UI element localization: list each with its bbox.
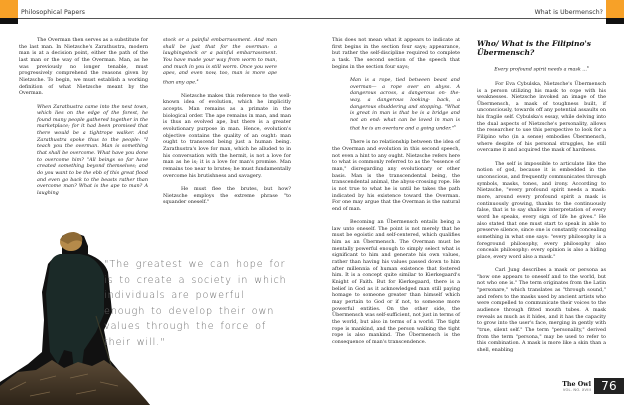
left-page-column-1 [19,37,148,203]
paragraph: For Eva Cybulska, Nietzsche's Übermensch is a person utilizing his mask to cope with his weaknesses. Nietzsche invoked an image of the Übermensch, a mask of toughness built, if unconsciously, towards off any potential assaults on his fragile self. Cybulska's essay, while delving into the dual aspects of Nietzsche's personality, allows the researcher to use this perspective to look for a Filipino who (in a sense) embodies Übermensch, where despite of his personal struggles, he still overcame it and acquired the mask of hardness. [477,80,606,154]
paragraph: Nietzsche makes this reference to the well-known idea of evolution, which he implicitly accepts. Man remains as a primate in the biological order. The ape remains in man, and man is thus an evolved ape, but there is a greater evolutionary purpose in man. Hence, evolution's objective contains the quality of an ought: man ought to transcend being just a human being. Zarathustra's love for man, which he alluded to in his conversation with the hermit, is not a love for man as he is; it is a love for man's promise. Man remains too near to brutes; he must fundamentally overcome his brutishness and savagery. [163,92,291,179]
right-tab-base [606,18,624,24]
paragraph: Becoming an Übermensch entails being a law unto oneself. The point is not merely that he must be egoistic and self-centered, which qualifies him as an Übermensch. The Overman must be mentally powerful enough to simply select what is significant to him and generate his own values, rather than having his values passed down to him after millennia of human existence that fostered him. It is a concept quite similar to Kierkegaard's Knight of Faith. But for Kierkegaard, there is a belief in God as it acknowledged man still paying homage to someone greater than himself which may pertain to God or if not, to someone more powerful entities. On the other side, the Übermensch was self-sufficient, not just in terms of the world, but also in terms of a world. The tight rope is mankind, and the person walking the tight rope is also mankind. The Übermensch is the consequence of man's transcendence. [332,219,460,345]
paragraph: The self is impossible to articulate like the notion of god, because it is embedded in the unconscious, and frequently communicates through symbols, masks, tones, and irony. According to Nietzsche, "every profound spirit needs a mask: more, around every profound spirit a mask is continuously growing, thanks to the continuously false, that is to say shallow interpretation of every word he speaks, every sign of life he gives." He also stated that one must start to speak in able to preserve silence, since one is constantly concealing something in what one says: "every philosophy is a foreground philosophy, every philosophy also conceals philosophy: every opinion is also a hiding place, every word also a mask." [477,160,606,260]
footnote-ref: 4 [196,77,199,82]
quote-text: Man is a rope, tied between beast and overman— a rope over an abyss. A dangerous across, a dangerous on- the- way, a dangerous looking- back, a dangerous shuddering and stopping. "What is great in man is that he is a bridge and not an end: what can be loved in man is that he is an overture and a going under." [350,76,460,133]
paragraph: The Overman then serves as a substitute for the last man. In Nietzsche's Zarathustra, modern man is at a decision point, either the path of the last man or the way of the Overman. Man, as he was previously no longer tenable, must progressively comprehend the reasons given by Nietzsche. To begin, we must establish a working definition of what Nietzsche meant by the Overman. [19,37,148,97]
right-header-rule [312,18,606,19]
left-header-rule [18,18,312,19]
block-quote: When Zarathustra came into the next town, which lies on the edge of the forest, he found many people gathered together in the marketplace; for it had been promised that there would be a tightrope walker. And Zarathustra spoke thus to the people: "I teach you the overman. Man is something that shall be overcome. What have you done to overcome him? "All beings so far have created something beyond themselves; and do you want to be the ebb of this great flood and even go back to the beasts rather than overcome man? What is the ape to man? A laughing [37,103,148,197]
left-page-column-2 [163,37,291,213]
footnote-ref: 5 [453,124,456,129]
left-tab-base [0,18,18,24]
rock-cliff [0,360,150,405]
publication-title: The Owl [562,381,591,388]
right-running-head: What is Ubermensch? [534,9,603,16]
paragraph: This does not mean what it appears to indicate at first begins in the section four says; appearance, but rather the self-discipline required to complete a task. The second section of the speech that begins in the section four says; [332,37,460,70]
quote-text: stock or a painful embarrassment. And man shall be just that for the overman: a laughingstock or a painful embarrassment. You have made your way from worm to man, and much in you is still worm. Once you were apes, and even now, too, man is more ape than any ape. [163,37,277,86]
paragraph: There is no relationship between the idea of the Overman and evolution in this second speech, not even a hint to any ought. Nietzsche refers here to what is commonly referred to as the "essence of man," disregarding any evolutionary or other basis. Man is the transcendental being, the transcendental animal, the abyss-crossing rope. He is not true to what he is until he takes the path indicated by his existence toward the Overman. For one may argue that the Overman is the natural end of man. [332,139,460,212]
left-running-head: Philosophical Papers [21,9,86,16]
section-heading: Who/ What is the Filipino's Übermensch? [477,39,591,57]
page-number: 76 [594,378,624,394]
pull-quote: "The greatest we can hope for is to create a society in which individuals are powerful enough to develop their own values through the force of their will." [104,259,287,348]
paragraph: He must flee the brutes, but how? Nietzsche employs the extreme phrase "to squander oneself." [163,185,291,206]
block-quote-continued [163,37,291,86]
publication-brand [553,381,591,392]
block-quote [332,77,460,133]
publication-volume: VOL. NO. XVIII [562,388,591,392]
epigraph-text: Every profound spirit needs a mask ... [494,67,587,73]
right-page-column-1 [332,37,460,352]
footnote-ref: 6 [586,65,589,69]
right-page-column-2 [477,37,606,360]
epigraph [477,64,606,74]
paragraph: Carl Jung describes a mask or persona as "how one appears to oneself and to the world, but not who one is." The term originates from the Latin "personare," which translates as "through sound," and refers to the masks used by ancient artists who were compelled to communicate their voices to the audience through fitted mouth tubes. A mask reveals as much as it hides, and it has the capacity to grow into the user's face, merging in gently with "true, silent self." The term "personality," derived from the term "persona," may be used to refer to this combination. A mask is more like a skin than a shell, enabling [477,267,606,353]
